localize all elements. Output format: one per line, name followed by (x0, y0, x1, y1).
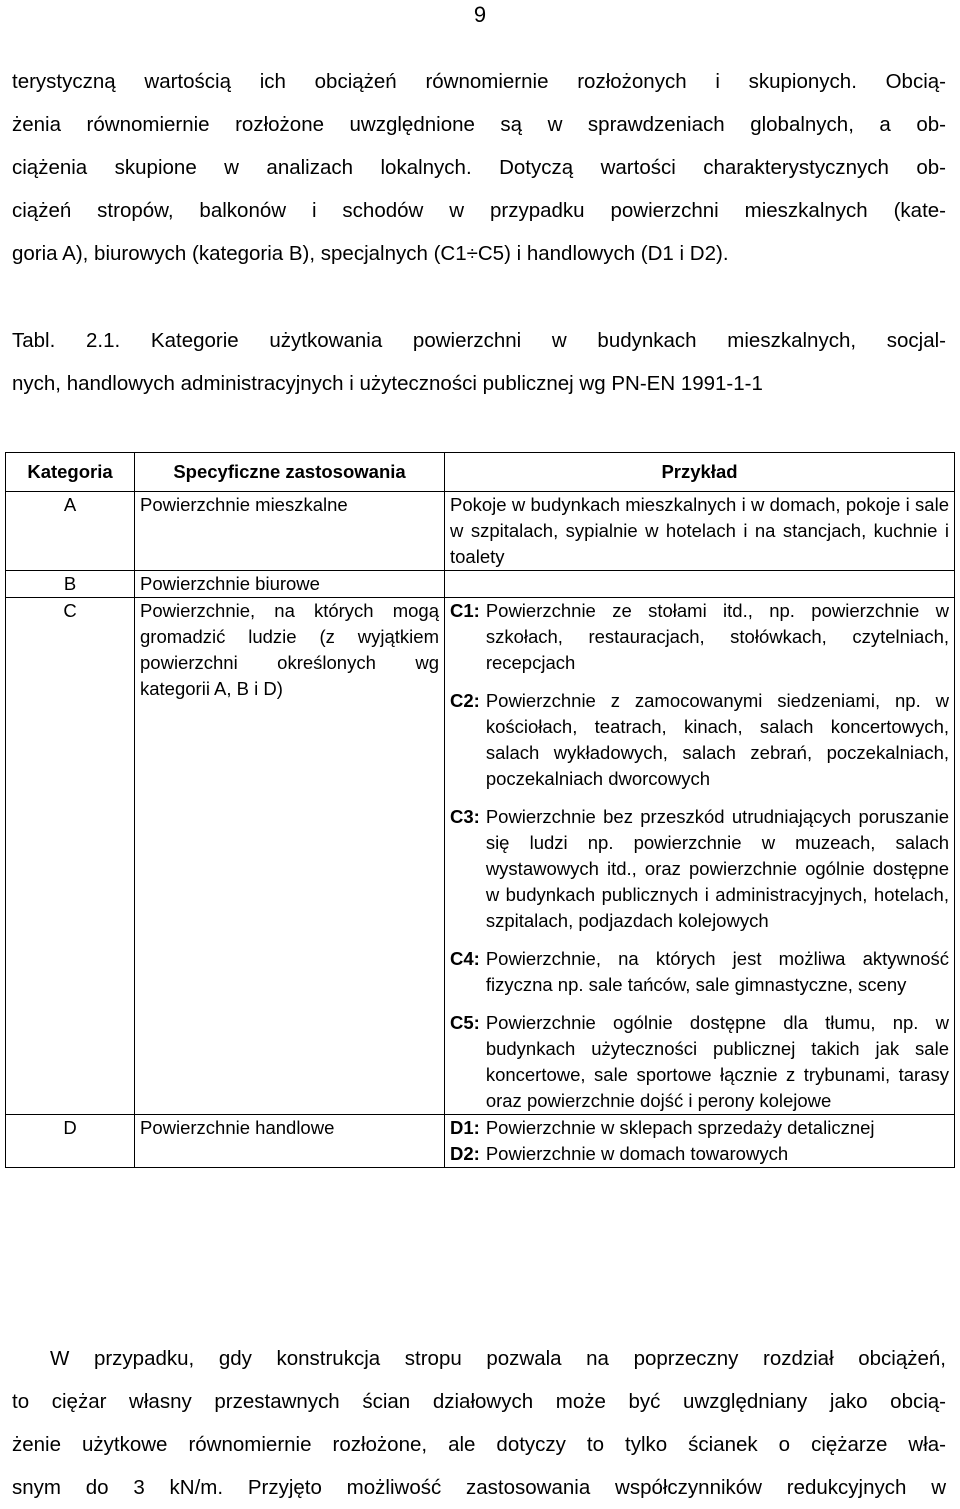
paragraph-line: goria A), biurowych (kategoria B), specjalnych (C1÷C5) i handlowych (D1 i D2). (12, 242, 729, 265)
caption-line: Tabl. 2.1. Kategorie użytkowania powierzchni w budynkach mieszkalnych, socjal- (12, 329, 946, 352)
item-code: C1: (450, 600, 480, 621)
use-cell: Powierzchnie handlowe (135, 1115, 445, 1168)
example-item-d1 (450, 1115, 949, 1141)
header-specific-use: Specyficzne zastosowania (135, 453, 445, 492)
use-cell: Powierzchnie biurowe (135, 571, 445, 598)
use-cell: Powierzchnie mieszkalne (135, 492, 445, 571)
example-cell: Pokoje w budynkach mieszkalnych i w domach, pokoje i sale w szpitalach, sypialnie w hotelach i na stancjach, kuchnie i toalety (445, 492, 955, 571)
example-item-c3 (450, 804, 949, 934)
item-text: Powierzchnie w domach towarowych (485, 1143, 789, 1164)
category-cell: B (6, 571, 135, 598)
table-row (6, 492, 955, 571)
paragraph-line: ciążenia skupione w analizach lokalnych. Dotyczą wartości charakterystycznych ob- (12, 156, 946, 179)
item-text: Powierzchnie bez przeszkód utrudniających poruszanie się ludzi np. powierzchnie w muzeach, salach wystawowych itd., oraz powierzchnie ogólnie dostępne w budynkach publicznych i administracyjnych, hotelach, szpitalach, podjazdach kolejowych (485, 806, 949, 931)
paragraph-line: ciążeń stropów, balkonów i schodów w przypadku powierzchni mieszkalnych (kate- (12, 199, 946, 222)
page-number: 9 (473, 2, 487, 27)
use-cell: Powierzchnie, na których mogą gromadzić ludzie (z wyjątkiem powierzchni określonych wg kategorii A, B i D) (135, 598, 445, 1115)
item-code: C4: (450, 948, 480, 969)
example-item-c4 (450, 946, 949, 998)
category-cell: C (6, 598, 135, 1115)
table-row (6, 598, 955, 1115)
example-item-c1 (450, 598, 949, 676)
closing-paragraph (12, 1337, 946, 1509)
table-caption (12, 319, 946, 405)
item-code: D2: (450, 1143, 480, 1164)
example-cell (445, 571, 955, 598)
item-text: Powierzchnie w sklepach sprzedaży detalicznej (485, 1117, 875, 1138)
category-cell: A (6, 492, 135, 571)
caption-line: nych, handlowych administracyjnych i użyteczności publicznej wg PN-EN 1991-1-1 (12, 372, 763, 395)
item-text: Powierzchnie ogólnie dostępne dla tłumu, np. w budynkach użyteczności publicznej takich jak sale koncertowe, sale sportowe łącznie z trybunami, tarasy oraz powierzchnie dojść i perony kolejowe (485, 1012, 949, 1111)
paragraph-line: W przypadku, gdy konstrukcja stropu pozwala na poprzeczny rozdział obciążeń, (50, 1347, 946, 1370)
item-text: Powierzchnie z zamocowanymi siedzeniami, np. w kościołach, teatrach, kinach, salach koncertowych, salach wykładowych, salach zebrań, poczekalniach, poczekalniach dworcowych (485, 690, 949, 789)
item-code: C3: (450, 806, 480, 827)
table-header-row (6, 453, 955, 492)
example-item-d2 (450, 1141, 949, 1167)
header-category: Kategoria (6, 453, 135, 492)
table-row (6, 1115, 955, 1168)
paragraph-line: terystyczną wartością ich obciążeń równomiernie rozłożonych i skupionych. Obcią- (12, 70, 946, 93)
item-code: C5: (450, 1012, 480, 1033)
category-cell: D (6, 1115, 135, 1168)
item-text: Powierzchnie ze stołami itd., np. powierzchnie w szkołach, restauracjach, stołówkach, czytelniach, recepcjach (485, 600, 949, 673)
example-item-c5 (450, 1010, 949, 1114)
paragraph-line: to ciężar własny przestawnych ścian działowych może być uwzględniany jako obcią- (12, 1390, 946, 1413)
header-example: Przykład (445, 453, 955, 492)
paragraph-line: żenia równomiernie rozłożone uwzględnione są w sprawdzeniach globalnych, a ob- (12, 113, 946, 136)
example-cell (445, 1115, 955, 1168)
example-cell (445, 598, 955, 1115)
table-row (6, 571, 955, 598)
paragraph-line: żenie użytkowe równomiernie rozłożone, ale dotyczy to tylko ścianek o ciężarze wła- (12, 1433, 946, 1456)
item-text: Powierzchnie, na których jest możliwa aktywność fizyczna np. sale tańców, sale gimnastyczne, sceny (485, 948, 949, 995)
item-code: D1: (450, 1117, 480, 1138)
example-item-c2 (450, 688, 949, 792)
paragraph-line: snym do 3 kN/m. Przyjęto możliwość zastosowania współczynników redukcyjnych w (12, 1476, 946, 1499)
intro-paragraph (12, 60, 946, 275)
usage-categories-table (5, 452, 955, 1168)
item-code: C2: (450, 690, 480, 711)
